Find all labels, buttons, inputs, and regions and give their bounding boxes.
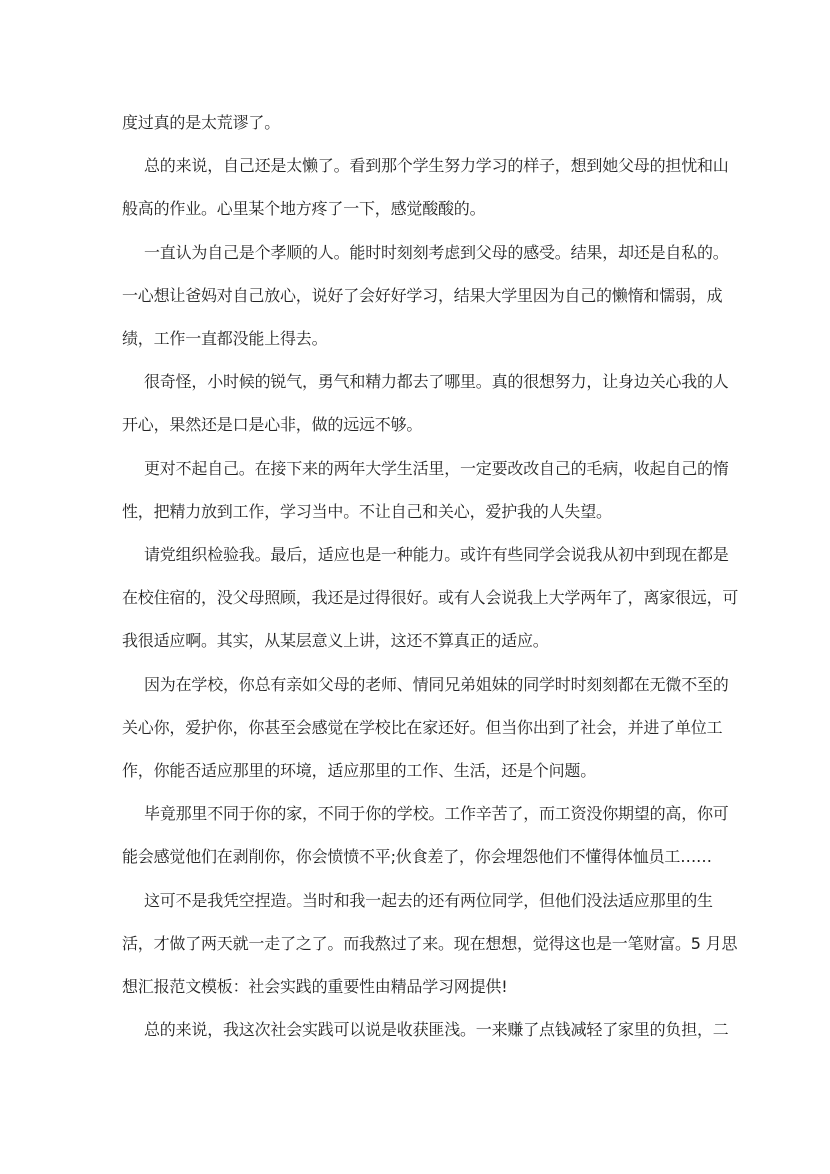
text-line: 性，把精力放到工作，学习当中。不让自己和关心，爱护我的人失望。 — [122, 501, 612, 521]
text-line: 作，你能否适应那里的环境，适应那里的工作、生活，还是个问题。 — [122, 761, 597, 780]
text-line: 总的来说，我这次社会实践可以说是收获匪浅。一来赚了点钱减轻了家里的负担，二 — [144, 1020, 729, 1040]
text-line: 绩，工作一直都没能上得去。 — [122, 329, 328, 348]
text-line: 关心你，爱护你，你甚至会感觉在学校比在家还好。但当你出到了社会，并进了单位工 — [122, 717, 723, 737]
text-line: 在校住宿的，没父母照顾，我还是过得很好。或有人会说我上大学两年了，离家很远，可 — [122, 588, 739, 608]
text-line: 总的来说，自己还是太懒了。看到那个学生努力学习的样子，想到她父母的担忧和山 — [144, 156, 729, 176]
text-line: 很奇怪，小时候的锐气，勇气和精力都去了哪里。真的很想努力，让身边关心我的人 — [144, 372, 729, 392]
text-line: 这可不是我凭空捏造。当时和我一起去的还有两位同学，但他们没法适应那里的生 — [144, 890, 713, 910]
text-line: 活，才做了两天就一走了之了。而我熬过了来。现在想想，觉得这也是一笔财富。5 月思 — [122, 933, 738, 953]
text-line: 毕竟那里不同于你的家，不同于你的学校。工作辛苦了，而工资没你期望的高，你可 — [144, 804, 729, 824]
text-line: 一直认为自己是个孝顺的人。能时时刻刻考虑到父母的感受。结果，却还是自私的。 — [144, 242, 729, 262]
text-line: 因为在学校，你总有亲如父母的老师、情同兄弟姐妹的同学时时刻刻都在无微不至的 — [144, 674, 729, 694]
text-line: 开心，果然还是口是心非，做的远远不够。 — [122, 415, 423, 435]
text-line: 请党组织检验我。最后，适应也是一种能力。或许有些同学会说我从初中到现在都是 — [144, 545, 729, 564]
text-line: 想汇报范文模板：社会实践的重要性由精品学习网提供! — [122, 977, 508, 996]
text-line: 我很适应啊。其实，从某层意义上讲，这还不算真正的适应。 — [122, 631, 549, 651]
text-line: 能会感觉他们在剥削你，你会愤愤不平;伙食差了，你会埋怨他们不懂得体恤员工…… — [122, 847, 712, 867]
text-line: 一心想让爸妈对自己放心，说好了会好好学习，结果大学里因为自己的懒惰和懦弱，成 — [122, 285, 723, 305]
text-line: 度过真的是太荒谬了。 — [122, 113, 281, 132]
text-line: 般高的作业。心里某个地方疼了一下，感觉酸酸的。 — [122, 199, 486, 219]
text-line: 更对不起自己。在接下来的两年大学生活里，一定要改改自己的毛病，收起自己的惰 — [144, 458, 729, 478]
